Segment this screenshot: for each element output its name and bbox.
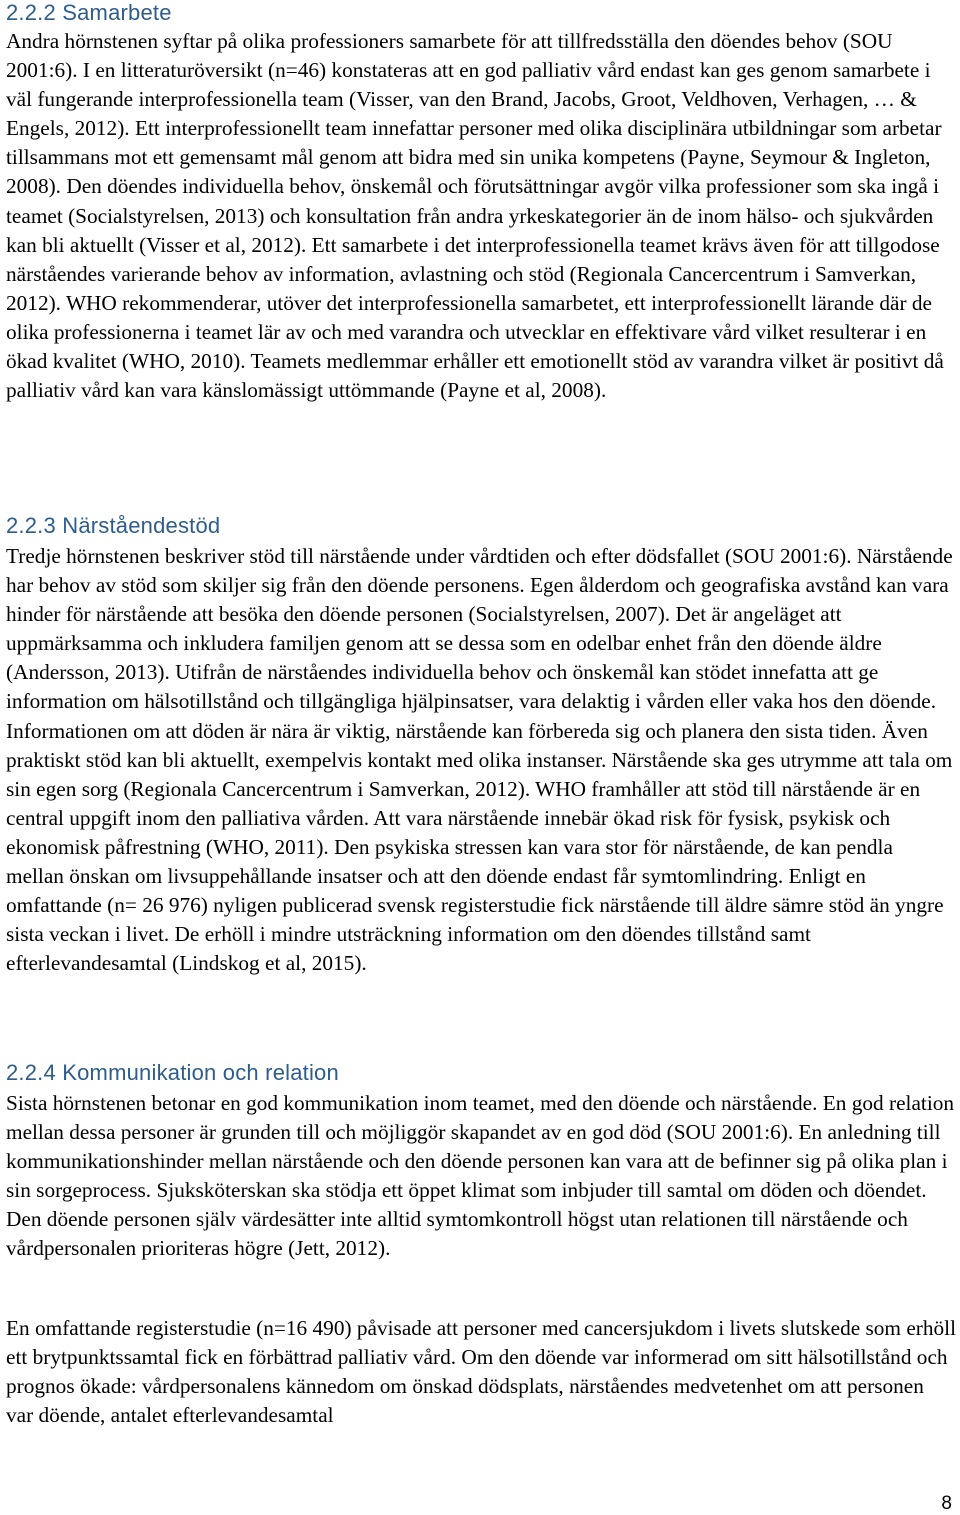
section-heading: 2.2.4 Kommunikation och relation	[6, 1060, 339, 1085]
section-kommunikation-och-relation	[6, 1060, 956, 1264]
section-body-text: Tredje hörnstenen beskriver stöd till närstående under vårdtiden och efter dödsfallet (SOU 2001:6). Närstående har behov av stöd som skiljer sig från den döende personens. Egen ålderdom och geografiska avstånd kan vara hinder för närstående att besöka den döende personen (Socialstyrelsen, 2007). Det är angeläget att uppmärksamma och inkludera familjen genom att se dessa som en odelbar enhet från den döende äldre (Andersson, 2013). Utifrån de närståendes individuella behov och önskemål kan stödet innefatta att ge information om hälsotillstånd och tillgängliga hjälpinsatser, vara delaktig i vården eller vaka hos den döende. Informationen om att döden är nära är viktig, närstående kan förbereda sig och planera den sista tiden. Även praktiskt stöd kan bli aktuellt, exempelvis kontakt med olika instanser. Närstående ska ges utrymme att tala om sin egen sorg (Regionala Cancercentrum i Samverkan, 2012). WHO framhåller att stöd till närstående är en central uppgift inom den palliativa vården. Att vara närstående innebär ökad risk för fysisk, psykisk och ekonomisk påfrestning (WHO, 2011). Den psykiska stressen kan vara stor för närstående, de kan pendla mellan önskan om livsuppehållande insatser och att den döende endast får symtomlindring. Enligt en omfattande (n= 26 976) nyligen publicerad svensk registerstudie fick närstående till äldre sämre stöd än yngre sista veckan i livet. De erhöll i mindre utsträckning information om den döendes tillstånd samt efterlevandesamtal (Lindskog et al, 2015).	[6, 544, 953, 976]
section-heading: 2.2.2 Samarbete	[6, 0, 172, 25]
section-heading: 2.2.3 Närståendestöd	[6, 513, 221, 538]
section-samarbete	[6, 0, 956, 405]
section-body-text: Andra hörnstenen syftar på olika professioners samarbete för att tillfredsställa den döendes behov (SOU 2001:6). I en litteraturöversikt (n=46) konstateras att en god palliativ vård endast kan ges genom samarbete i väl fungerande interprofessionella team (Visser, van den Brand, Jacobs, Groot, Veldhoven, Verhagen, … & Engels, 2012). Ett interprofessionellt team innefattar personer med olika disciplinära utbildningar som arbetar tillsammans mot ett gemensamt mål genom att bidra med sin unika kompetens (Payne, Seymour & Ingleton, 2008). Den döendes individuella behov, önskemål och förutsättningar avgör vilka professioner som ska ingå i teamet (Socialstyrelsen, 2013) och konsultation från andra yrkeskategorier än de inom hälso- och sjukvården kan bli aktuellt (Visser et al, 2012). Ett samarbete i det interprofessionella teamet krävs även för att tillgodose närståendes varierande behov av information, avlastning och stöd (Regionala Cancercentrum i Samverkan, 2012). WHO rekommenderar, utöver det interprofessionella samarbetet, ett interprofessionellt lärande där de olika professionerna i teamet lär av och med varandra och utvecklar en effektivare vård vilket resulterar i en ökad kvalitet (WHO, 2010). Teamets medlemmar erhåller ett emotionellt stöd av varandra vilket är positivt då palliativ vård kan vara känslomässigt uttömmande (Payne et al, 2008).	[6, 29, 944, 403]
section-body-text: Sista hörnstenen betonar en god kommunikation inom teamet, med den döende och närstående. En god relation mellan dessa personer är grunden till och möjliggör skapandet av en god död (SOU 2001:6). En anledning till kommunikationshinder mellan närstående och den döende personen kan vara att de befinner sig på olika plan i sin sorgeprocess. Sjuksköterskan ska stödja ett öppet klimat som inbjuder till samtal om döden och döendet. Den döende personen själv värdesätter inte alltid symtomkontroll högst utan relationen till närstående och vårdpersonalen prioriteras högre (Jett, 2012).	[6, 1091, 955, 1261]
final-paragraph: En omfattande registerstudie (n=16 490) påvisade att personer med cancersjukdom i livets slutskede som erhöll ett brytpunktssamtal fick en förbättrad palliativ vård. Om den döende var informerad om sitt hälsotillstånd och prognos ökade: vårdpersonalens kännedom om önskad dödsplats, närståendes medvetenhet om att personen var döende, antalet efterlevandesamtal	[6, 1316, 956, 1428]
section-narstaendestod	[6, 513, 956, 978]
page-number: 8	[941, 1493, 952, 1514]
